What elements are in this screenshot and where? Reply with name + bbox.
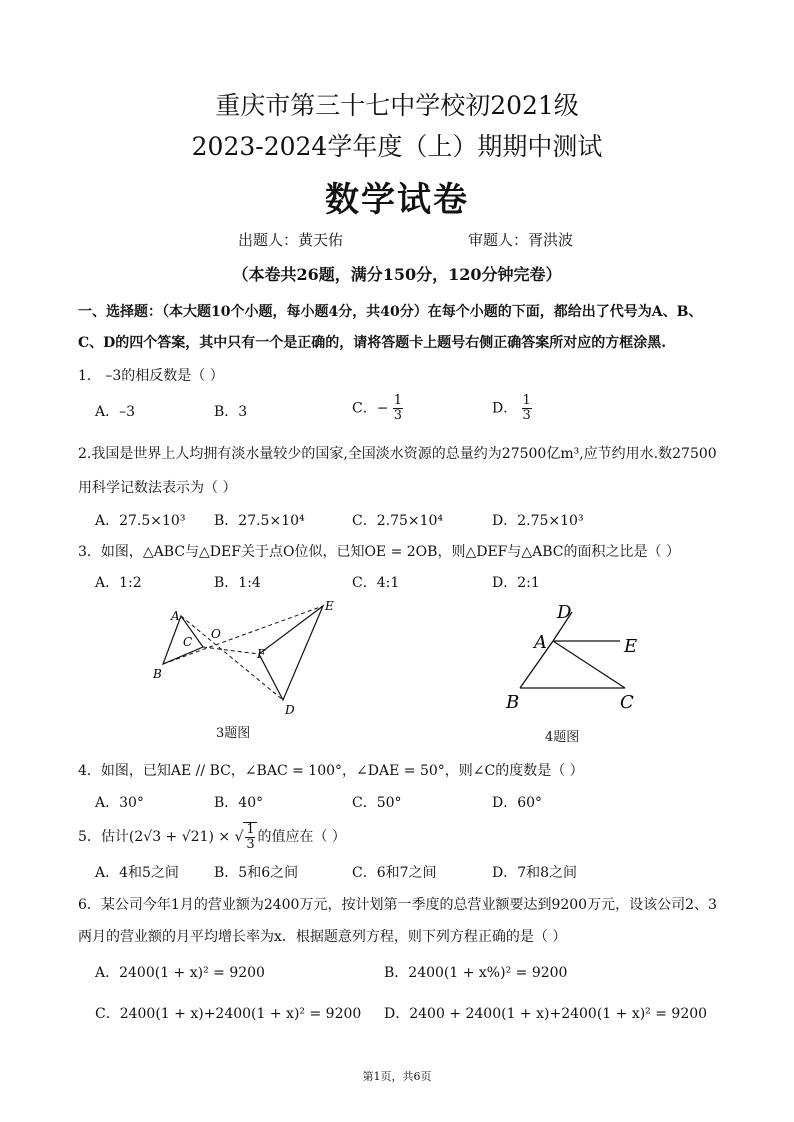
question-setter: 出题人：黄天佑 bbox=[238, 231, 344, 249]
fig4-label-e: E bbox=[624, 636, 638, 657]
q1-d-numerator: 1 bbox=[522, 393, 531, 408]
fig3-label-f: F bbox=[257, 647, 266, 661]
fig4-label-d: D bbox=[557, 602, 572, 623]
figure-4 bbox=[500, 600, 650, 715]
q2-option-d: D．2.75×10³ bbox=[492, 513, 584, 529]
q1-d-denominator: 3 bbox=[522, 408, 531, 423]
fig3-label-e: E bbox=[325, 599, 334, 613]
section1-instructions-line1: 一、选择题：（本大题10个小题，每小题4分，共40分）在每个小题的下面，都给出了代号为A、B、 bbox=[78, 304, 703, 320]
q1-c-numerator: 1 bbox=[393, 393, 403, 408]
q4-option-c: C．50° bbox=[352, 795, 402, 811]
q5-numerator: 1 bbox=[246, 822, 255, 837]
q6-option-b: B．2400(1 + x%)² = 9200 bbox=[384, 965, 568, 981]
q2-stem-line1: 2.我国是世界上人均拥有淡水量较少的国家,全国淡水资源的总量约为27500亿m³,应节约用水.数27500 bbox=[78, 446, 717, 462]
fig3-label-b: B bbox=[153, 667, 162, 681]
q5-option-a: A．4和5之间 bbox=[95, 865, 179, 881]
fig4-label-c: C bbox=[620, 692, 634, 713]
page-number: 第1页，共6页 bbox=[362, 1070, 432, 1083]
q6-option-a: A．2400(1 + x)² = 9200 bbox=[95, 965, 265, 981]
q6-stem-line2: 两月的营业额的月平均增长率为x．根据题意列方程，则下列方程正确的是（ ） bbox=[78, 929, 567, 945]
term-title: 2023-2024学年度（上）期期中测试 bbox=[191, 132, 603, 161]
q2-option-b: B．27.5×10⁴ bbox=[214, 513, 305, 529]
fig3-label-d: D bbox=[285, 703, 295, 717]
question-reviewer: 审题人：胥洪波 bbox=[468, 231, 574, 249]
figure-4-caption: 4题图 bbox=[545, 730, 580, 745]
exam-scope: （本卷共26题，满分150分，120分钟完卷） bbox=[232, 265, 562, 284]
exam-title: 数学试卷 bbox=[325, 180, 469, 220]
q4-option-d: D．60° bbox=[492, 795, 543, 811]
fig3-label-a: A bbox=[171, 609, 180, 623]
q1-option-c-fraction bbox=[393, 394, 403, 423]
q5-option-c: C．6和7之间 bbox=[352, 865, 437, 881]
q3-option-d: D．2:1 bbox=[492, 575, 540, 591]
q1-option-d bbox=[492, 394, 532, 423]
figure-3-caption: 3题图 bbox=[216, 726, 251, 741]
q6-option-d: D．2400 + 2400(1 + x)+2400(1 + x)² = 9200 bbox=[384, 1006, 708, 1022]
q3-option-a: A．1:2 bbox=[95, 575, 142, 591]
q1-option-c-prefix: C．− bbox=[352, 400, 389, 417]
q2-option-a: A．27.5×10³ bbox=[95, 513, 186, 529]
q5-fraction bbox=[243, 822, 257, 852]
q3-option-b: B．1:4 bbox=[214, 575, 261, 591]
fig4-label-a: A bbox=[534, 632, 547, 653]
figure-3 bbox=[145, 598, 345, 718]
q4-option-a: A．30° bbox=[95, 795, 144, 811]
q1-stem: 1． –3的相反数是（ ） bbox=[78, 368, 224, 384]
q4-stem: 4．如图，已知AE // BC，∠BAC = 100°，∠DAE = 50°，则∠C的度数是（ ） bbox=[78, 763, 584, 779]
q6-option-c: C．2400(1 + x)+2400(1 + x)² = 9200 bbox=[95, 1006, 362, 1022]
q6-stem-line1: 6．某公司今年1月的营业额为2400万元，按计划第一季度的总营业额要达到9200万元，设该公司2、3 bbox=[78, 897, 717, 913]
school-title: 重庆市第三十七中学校初2021级 bbox=[215, 91, 579, 120]
q1-option-c bbox=[352, 394, 403, 423]
q4-option-b: B．40° bbox=[214, 795, 264, 811]
fig4-label-b: B bbox=[506, 692, 520, 713]
q1-option-d-fraction bbox=[522, 394, 532, 423]
q5-stem-prefix: 5．估计(2√3 + √21) × √ bbox=[78, 829, 244, 845]
q5-denominator: 3 bbox=[246, 837, 255, 852]
q5-stem-suffix: 的值应在（ ） bbox=[257, 829, 346, 845]
section1-instructions-line2: C、D的四个答案，其中只有一个是正确的，请将答题卡上题号右侧正确答案所对应的方框涂黑. bbox=[78, 335, 667, 351]
q3-stem: 3．如图，△ABC与△DEF关于点O位似，已知OE = 2OB，则△DEF与△ABC的面积之比是（ ） bbox=[78, 544, 680, 560]
q2-option-c: C．2.75×10⁴ bbox=[352, 513, 444, 529]
q5-option-b: B．5和6之间 bbox=[214, 865, 299, 881]
q1-option-d-prefix: D． bbox=[492, 400, 518, 417]
q2-stem-line2: 用科学记数法表示为（ ） bbox=[78, 480, 237, 496]
q5-option-d: D．7和8之间 bbox=[492, 865, 578, 881]
q1-c-denominator: 3 bbox=[393, 408, 403, 423]
q3-option-c: C．4:1 bbox=[352, 575, 400, 591]
fig3-label-c: C bbox=[183, 635, 193, 649]
fig3-label-o: O bbox=[211, 627, 221, 641]
q1-option-b: B．3 bbox=[214, 404, 248, 420]
q1-option-a: A．–3 bbox=[95, 404, 136, 420]
q5-stem bbox=[78, 822, 346, 852]
